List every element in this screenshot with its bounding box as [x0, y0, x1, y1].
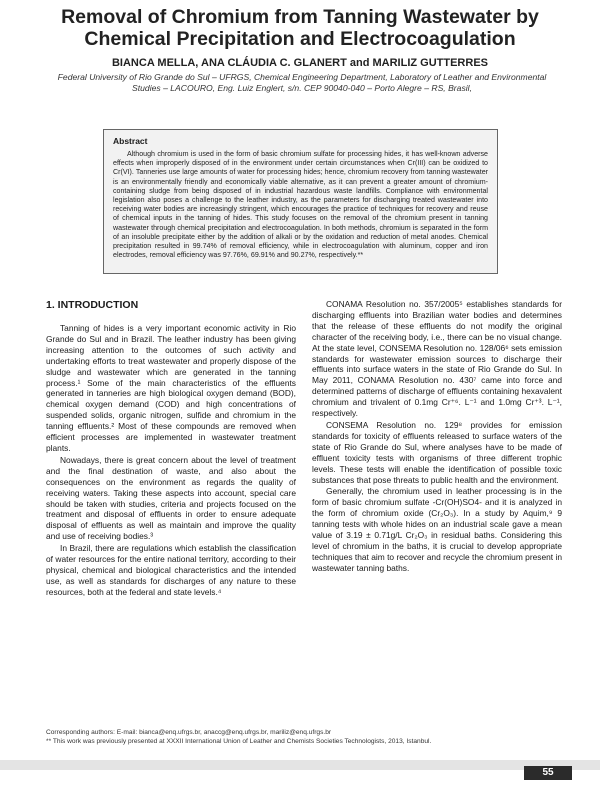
paragraph: CONSEMA Resolution no. 129⁸ provides for emission standards for toxicity of effluents released to surface waters of the state of Rio Grande do Sul, where analyses have to be made of effluent toxicity tests with organisms of three different trophic levels. These tests will enable the identification of possible toxic substances that pose threats to public health and the environment.	[312, 419, 562, 485]
page-number: 55	[524, 766, 572, 780]
section-heading: 1. INTRODUCTION	[46, 299, 139, 311]
abstract-heading: Abstract	[113, 136, 148, 146]
paper-title: Removal of Chromium from Tanning Wastewater by Chemical Precipitation and Electrocoagulation	[61, 6, 539, 50]
abstract-box	[103, 129, 498, 274]
affiliation: Federal University of Rio Grande do Sul – UFRGS, Chemical Engineering Department, Laboratory of Leather and Environmental Studies – LACOURO, Eng. Luiz Englert, s/n. CEP 90040-040 – Porto Alegre – RS, Brasil,	[57, 72, 547, 93]
footnote-presentation: ** This work was previously presented at XXXII International Union of Leather and Chemists Societies Technologists, 2013, Istanbul.	[46, 737, 432, 745]
right-column	[312, 299, 562, 574]
paragraph: CONAMA Resolution no. 357/2005⁵ establishes standards for discharging effluents into Brazilian water bodies and determines that the release of these effluents do not modify the original character of the receiving body, i.e., there can be no visual change. At the state level, CONSEMA Resolution no. 128/06⁶ sets emission standards for wastewater emission sources to discharge their effluents into surface waters in the state of Rio Grande do Sul. In May 2011, CONAMA Resolution no. 430⁷ came into force and determined patterns of discharge of effluents containing hexavalent chromium and trivalent of 0.1mg Cr⁺⁶. L⁻¹ and 1.0mg Cr⁺³. L⁻¹, respectively.	[312, 299, 562, 419]
abstract-text: Although chromium is used in the form of basic chromium sulfate for processing hides, it has well-known adverse effects when improperly disposed of in the environment under certain circumstances when Cr(III) can be oxidized to Cr(VI). Tanneries use large amounts of water for processing hides; hence, chromium recovery from tanning wastewater is an environmentally friendly and economically viable alternative, as it can prevent a greater amount of chromium-containing sludge from being disposed of in industrial hazardous waste landfills. Compliance with environmental legislation also poses a challenge to the leather industry, as the parameters for discharging treated wastewater into receiving water bodies are increasingly stringent, which encourages the practice of techniques for recovery and reuse of chemical inputs in the tanning of hides. This study focuses on the removal of the chromium present in tanning wastewater through chemical precipitation and electrocoagulation. In both methods, chromium is separated in the form of an insoluble precipitate either by the addition of alkali or by the oxidation and reduction of metal anodes. Chemical precipitation resulted in 99.74% of removal efficiency, while in electrocoagulation with aluminum, copper and iron electrodes, removal efficiency was 97.76%, 69.91% and 90.27%, respectively.**	[113, 150, 488, 260]
authors: BIANCA MELLA, ANA CLÁUDIA C. GLANERT and MARILIZ GUTTERRES	[111, 57, 488, 69]
paragraph: Generally, the chromium used in leather processing is in the form of basic chromium sulfate -Cr(OH)SO4- and it is analyzed in the form of chromium oxide (Cr₂O₃). In a study by Aquim,⁹ 9 tanning tests with whole hides on an industrial scale gave a mean value of 3.19 ± 0.71g/L Cr₂O₃ in residual baths. Considering this level of chromium in the baths, it is crucial to develop appropriate techniques that aim to recover and recycle the chromium present in wastewater tanning baths.	[312, 486, 562, 573]
footnotes	[46, 729, 566, 746]
paragraph: Nowadays, there is great concern about the level of treatment and the final destination of waste, and also about the consequences on the environment as regards the quality of receiving waters. Taking these aspects into account, special care should be taken with studies, criteria and projects focused on the treatment and disposal of effluents in order to ensure adequate disposal of effluents as well as maintain and improve the quality and use of receiving bodies.³	[46, 454, 296, 542]
footer-bar	[0, 760, 600, 770]
paragraph: Tanning of hides is a very important economic activity in Rio Grande do Sul and in Brazil. The leather industry has been giving increasing attention to the outcomes of such activity and undertaking efforts to treat wastewater and properly dispose of the sludge and wastewater which are generated in the tanning process.¹ Some of the main characteristics of the effluents generated in tanneries are high biological oxygen demand (BOD), chemical oxygen demand (COD) and high concentrations of suspended solids, organic nitrogen, sulfide and chromium in the tanning effluents.² Most of these compounds are removed when efficient processes are implemented in wastewater treatment plants.	[46, 323, 296, 453]
footnote-corresponding: Corresponding authors: E-mail: bianca@enq.ufrgs.br, anaccg@enq.ufrgs.br, mariliz@enq.ufrgs.br	[46, 729, 332, 736]
paragraph: In Brazil, there are regulations which establish the classification of water resources for the entire national territory, according to their physical, chemical and biological characteristics and the intended use, as well as standards for discharges of any nature to these resources, both at the federal and state levels.⁴	[46, 543, 296, 597]
left-column	[46, 299, 296, 598]
